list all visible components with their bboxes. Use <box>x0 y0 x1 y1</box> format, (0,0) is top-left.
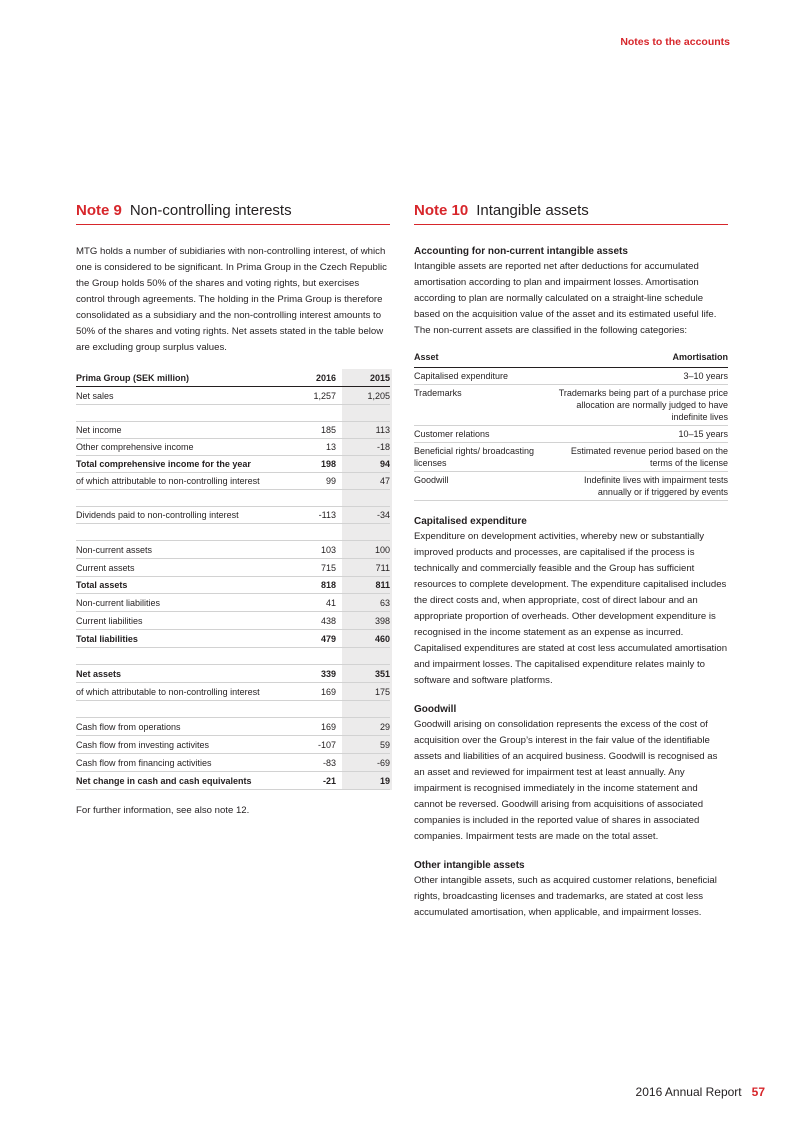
asset-name: Trademarks <box>414 388 462 398</box>
asset-name: Goodwill <box>414 475 449 485</box>
value-2016: 99 <box>325 476 336 486</box>
section-title: Notes to the accounts <box>620 36 730 48</box>
asset-name: Beneficial rights/ broadcasting licenses <box>414 446 535 468</box>
row-label: of which attributable to non-controlling interest <box>76 476 260 486</box>
header-amortisation: Amortisation <box>672 352 728 362</box>
note-9-number: Note 9 <box>76 202 122 219</box>
note-9-heading <box>76 202 390 225</box>
asset-amortisation: Indefinite lives with impairment tests annually or if triggered by events <box>583 475 728 497</box>
value-2015: 351 <box>374 668 390 679</box>
row-label: Non-current liabilities <box>76 597 161 608</box>
value-2016: 13 <box>325 442 336 452</box>
capitalised-section <box>414 515 728 689</box>
header-2016: 2016 <box>315 372 336 383</box>
table-row <box>76 772 390 790</box>
value-2016: 41 <box>325 597 336 608</box>
row-label: Total comprehensive income for the year <box>76 459 251 469</box>
row-label: Net assets <box>76 668 122 679</box>
value-2015: 460 <box>374 633 390 644</box>
value-2016: -107 <box>317 739 336 750</box>
asset-amortisation: Trademarks being part of a purchase price allocation are normally judged to have indefinite lives <box>558 388 728 422</box>
table-header <box>76 369 390 387</box>
value-2016: 438 <box>320 615 336 626</box>
table-row <box>76 718 390 736</box>
other-intangibles-text: Other intangible assets, such as acquired customer relations, beneficial rights, broadcasting licenses and trademarks, are stated at cost less accumulated amortisation, when applicable, and impairment losses. <box>414 875 717 918</box>
table-row <box>76 422 390 439</box>
row-label: Non-current assets <box>76 544 153 555</box>
value-2016: 339 <box>320 668 336 679</box>
row-label: Cash flow from investing activites <box>76 739 210 750</box>
page-footer <box>636 1085 765 1099</box>
value-2016: 479 <box>320 633 336 644</box>
table-row <box>414 385 728 426</box>
note-10-number: Note 10 <box>414 202 469 219</box>
header-asset: Asset <box>414 352 439 362</box>
table-row <box>76 507 390 524</box>
table-spacer <box>76 405 390 422</box>
table-row <box>414 426 728 443</box>
further-info: For further information, see also note 12. <box>76 805 250 816</box>
table-row <box>76 612 390 630</box>
table-row <box>76 439 390 456</box>
table-row <box>414 368 728 385</box>
table-row <box>76 630 390 648</box>
table-row <box>76 456 390 473</box>
table-row <box>76 559 390 577</box>
value-2015: 94 <box>379 459 390 469</box>
value-2015: 63 <box>379 597 390 608</box>
asset-amortisation: 10–15 years <box>678 429 728 439</box>
value-2016: 198 <box>320 459 336 469</box>
value-2016: 169 <box>320 686 336 697</box>
value-2015: 19 <box>379 775 390 786</box>
value-2016: 1,257 <box>313 390 336 401</box>
value-2015: 711 <box>375 562 390 573</box>
header-2015: 2015 <box>369 372 390 383</box>
value-2016: 185 <box>320 425 336 435</box>
value-2015: 113 <box>375 425 390 435</box>
value-2016: 715 <box>320 562 336 573</box>
value-2016: -113 <box>318 510 336 520</box>
prima-group-table <box>76 369 390 790</box>
value-2015: 100 <box>374 544 390 555</box>
other-intangibles-section <box>414 859 728 921</box>
value-2015: -18 <box>376 442 390 452</box>
row-label: Current assets <box>76 562 135 573</box>
table-row <box>414 443 728 472</box>
value-2015: 175 <box>374 686 390 697</box>
goodwill-heading: Goodwill <box>414 704 457 715</box>
asset-name: Capitalised expenditure <box>414 371 509 381</box>
row-label: Other comprehensive income <box>76 442 194 452</box>
table-row <box>76 577 390 594</box>
asset-amortisation: Estimated revenue period based on the terms of the license <box>570 446 728 468</box>
table-row <box>76 754 390 772</box>
table-row <box>76 594 390 612</box>
table-row <box>76 541 390 559</box>
header-label: Prima Group (SEK million) <box>76 372 190 383</box>
capitalised-text: Expenditure on development activities, whereby new or substantially improved products and processes, are capitalised if the process is technically and commercially feasible and the Group has sufficient resources to complete development. The expenditure capitalised includes the direct costs and, when appropriate, cost of direct labour and an appropriate proportion of overheads. Other development expenditure is recognised in the income statement as an expense as incurred. Capitalised expenditures are stated at cost less accumulated amortisation and impairment losses. The capitalised expenditure relates mainly to software and software platforms. <box>414 531 728 686</box>
asset-name: Customer relations <box>414 429 490 439</box>
value-2015: 29 <box>379 721 390 732</box>
table-spacer <box>76 524 390 541</box>
table-row <box>414 472 728 501</box>
goodwill-section <box>414 703 728 845</box>
row-label: Current liabilities <box>76 615 143 626</box>
value-2015: 47 <box>379 476 390 486</box>
note-9-title: Non-controlling interests <box>129 202 292 219</box>
page-number: 57 <box>751 1085 765 1099</box>
value-2016: -83 <box>322 757 336 768</box>
accounting-text: Intangible assets are reported net after deductions for accumulated amortisation according to plan and impairment losses. Amortisation according to plan are normally calculated on a straight-line schedule based on the acquisition value of the asset and its estimated useful life. The non-current assets are classified in the following categories: <box>414 261 717 336</box>
table-spacer <box>76 701 390 718</box>
report-name: 2016 Annual Report <box>635 1085 742 1099</box>
value-2015: 398 <box>374 615 390 626</box>
row-label: Total liabilities <box>76 633 138 644</box>
capitalised-heading: Capitalised expenditure <box>414 516 527 527</box>
value-2015: 59 <box>379 739 390 750</box>
row-label: Net change in cash and cash equivalents <box>76 775 252 786</box>
note-9-intro: MTG holds a number of subidiaries with non-controlling interest, of which one is considered to be significant. In Prima Group in the Czech Republic the Group holds 50% of the shares and voting rights, but exercises control through agreements. The holding in the Prima Group is therefore consolidated as a subsidiary and the non-controlling interest amounts to 50% of the shares and voting rights. Net assets stated in the table below are excluding group surplus values. <box>76 246 387 353</box>
row-label: Cash flow from operations <box>76 721 181 732</box>
table-spacer <box>76 490 390 507</box>
other-intangibles-heading: Other intangible assets <box>414 860 525 871</box>
table-row <box>76 683 390 701</box>
table-row <box>76 387 390 405</box>
row-label: Net income <box>76 425 122 435</box>
table-spacer <box>76 648 390 665</box>
row-label: Dividends paid to non-controlling interest <box>76 510 239 520</box>
table-row <box>76 736 390 754</box>
note-10 <box>414 202 728 921</box>
value-2016: -21 <box>322 775 336 786</box>
accounting-section <box>414 245 728 339</box>
table-row <box>76 473 390 490</box>
value-2015: 1,205 <box>367 390 390 401</box>
row-label: Cash flow from financing activities <box>76 757 212 768</box>
table-row <box>76 665 390 683</box>
note-10-heading <box>414 202 728 225</box>
asset-amortisation-table <box>414 348 728 501</box>
goodwill-text: Goodwill arising on consolidation represents the excess of the cost of acquisition over the Group’s interest in the fair value of the identifiable assets and liabilities of an acquired business. Goodwill is recognised as an asset and reviewed for impairment test at least annually. Any impairment is recognised immediately in the income statement and cannot be reversed. Goodwill arising from acquisitions of associated companies is included in the reported value of shares in associated companies. Impairment tests are made on the total asset. <box>414 719 718 842</box>
accounting-heading: Accounting for non-current intangible assets <box>414 246 628 257</box>
row-label: of which attributable to non-controlling interest <box>76 686 260 697</box>
row-label: Total assets <box>76 580 128 590</box>
value-2016: 169 <box>320 721 336 732</box>
value-2016: 103 <box>320 544 336 555</box>
table-header <box>414 348 728 368</box>
value-2015: -69 <box>376 757 390 768</box>
value-2015: -34 <box>376 510 390 520</box>
value-2016: 818 <box>320 580 336 590</box>
note-9 <box>76 202 390 819</box>
note-10-title: Intangible assets <box>476 202 589 219</box>
asset-amortisation: 3–10 years <box>683 371 728 381</box>
value-2015: 811 <box>375 580 390 590</box>
row-label: Net sales <box>76 390 114 401</box>
